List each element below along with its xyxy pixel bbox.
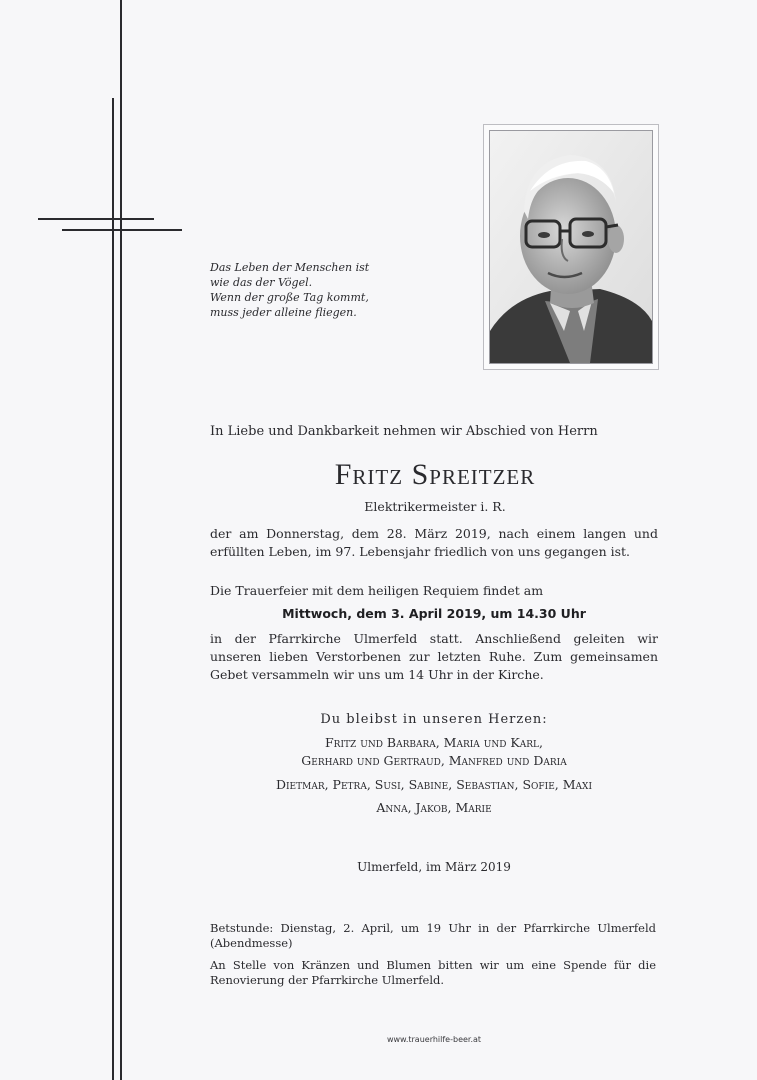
- cross-horizontal-line: [62, 229, 182, 231]
- portrait-photo-frame: [483, 124, 659, 370]
- survivors-line: Anna, Jakob, Marie: [376, 800, 492, 815]
- prayer-note: [210, 921, 656, 951]
- funeral-intro-line: Die Trauerfeier mit dem heiligen Requiem findet am: [210, 583, 544, 598]
- funeral-paragraph-line: unseren lieben Verstorbenen zur letzten Ruhe. Zum gemeinsamen: [210, 649, 658, 664]
- death-paragraph: [210, 525, 658, 561]
- funeral-paragraph-line: in der Pfarrkirche Ulmerfeld statt. Anschließend geleiten wir: [210, 631, 658, 646]
- poem-line: Wenn der große Tag kommt,: [210, 291, 369, 304]
- poem-line: wie das der Vögel.: [210, 276, 313, 289]
- funeral-intro: [210, 582, 658, 600]
- poem-line: muss jeder alleine fliegen.: [210, 306, 357, 319]
- survivors-title: Du bleibst in unseren Herzen:: [320, 712, 548, 727]
- funeral-paragraph-line: Gebet versammeln wir uns um 14 Uhr in der Kirche.: [210, 667, 544, 682]
- cross-vertical-line: [112, 98, 114, 1080]
- death-paragraph-line: der am Donnerstag, dem 28. März 2019, nach einem langen und: [210, 526, 658, 541]
- deceased-profession: Elektrikermeister i. R.: [364, 499, 506, 514]
- deceased-name: Fritz Spreitzer: [334, 458, 536, 491]
- funeral-date: Mittwoch, dem 3. April 2019, um 14.30 Uhr: [282, 606, 586, 621]
- cross-horizontal-line: [38, 218, 154, 220]
- cross-vertical-line: [120, 0, 122, 1080]
- survivors-line: Dietmar, Petra, Susi, Sabine, Sebastian, Sofie, Maxi: [275, 777, 593, 792]
- survivors-line: Gerhard und Gertraud, Manfred und Daria: [301, 753, 567, 768]
- donation-note-line: Renovierung der Pfarrkirche Ulmerfeld.: [210, 973, 445, 987]
- poem-line: Das Leben der Menschen ist: [210, 261, 370, 274]
- footer-url: www.trauerhilfe-beer.at: [386, 1035, 482, 1044]
- intro-text: In Liebe und Dankbarkeit nehmen wir Abschied von Herrn: [210, 424, 598, 439]
- survivors-line: Fritz und Barbara, Maria und Karl,: [325, 735, 543, 750]
- prayer-note-line: (Abendmesse): [210, 936, 293, 950]
- place-date: Ulmerfeld, im März 2019: [357, 860, 511, 874]
- donation-note-line: An Stelle von Kränzen und Blumen bitten wir um eine Spende für die: [210, 958, 656, 972]
- funeral-paragraph: [210, 630, 658, 684]
- poem: [210, 260, 410, 320]
- prayer-note-line: Betstunde: Dienstag, 2. April, um 19 Uhr in der Pfarrkirche Ulmerfeld: [210, 921, 656, 935]
- donation-note: [210, 958, 656, 988]
- death-paragraph-line: erfüllten Leben, im 97. Lebensjahr friedlich von uns gegangen ist.: [210, 544, 631, 559]
- portrait-photo: [489, 130, 653, 364]
